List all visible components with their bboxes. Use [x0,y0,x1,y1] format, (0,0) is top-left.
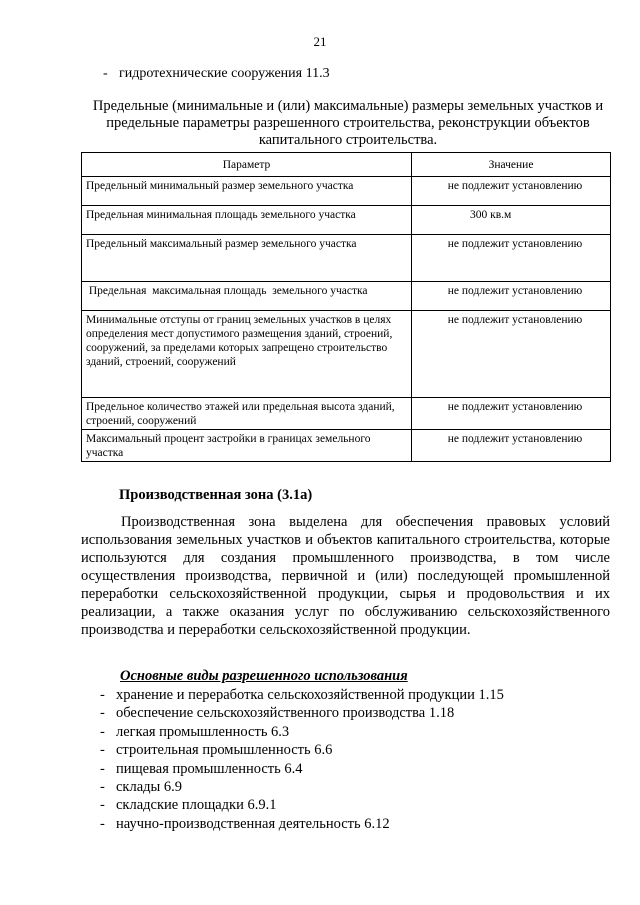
table-row [82,398,611,430]
paragraph-text: Производственная зона выделена для обеспечения правовых условий использования земельных участков и объектов капитального строительства, которые используются для создания промышленного производства, в том числе осуществления производства, первичной и (или) последующей промышленной переработки сельскохозяйственной продукции, сырья и продовольствия и их реализации, а также оказания услуг по обслуживанию сельскохозяйственного производства и переработки сельскохозяйственной продукции. [81,514,610,638]
header-value: Значение [412,153,611,177]
value-cell: не подлежит установлению [412,282,611,311]
bullet-dash: - [100,760,105,777]
value-cell: не подлежит установлению [412,311,611,398]
top-bullet-item [103,66,330,82]
value-cell: не подлежит установлению [412,177,611,206]
list-item-text: научно-производственная деятельность 6.12 [116,815,390,832]
list-item [100,741,504,759]
table-row [82,311,611,398]
table-row [82,177,611,206]
bullet-dash: - [100,779,105,796]
table-header-row [82,153,611,177]
list-item-text: складские площадки 6.9.1 [116,797,277,814]
parameters-table [81,152,611,462]
list-item-text: строительная промышленность 6.6 [116,742,333,759]
value-cell: не подлежит установлению [412,398,611,430]
bullet-dash: - [100,705,105,722]
param-cell: Максимальный процент застройки в границах земельного участка [82,430,412,462]
bullet-dash: - [100,797,105,814]
value-cell: не подлежит установлению [412,235,611,282]
table-row [82,235,611,282]
subsection-heading: Основные виды разрешенного использования [120,668,408,684]
header-parameter: Параметр [82,153,412,177]
bullet-dash: - [100,687,105,703]
param-cell: Предельная минимальная площадь земельного участка [82,206,412,235]
list-item-text: обеспечение сельскохозяйственного производства 1.18 [116,705,455,722]
list-item [100,796,504,814]
section-heading: Производственная зона (3.1а) [119,487,313,503]
param-cell: Минимальные отступы от границ земельных участков в целях определения мест допустимого размещения зданий, строений, сооружений, за пределами которых запрещено строительство зданий, строений, сооружений [82,311,412,398]
table-row [82,430,611,462]
page-number: 21 [313,34,327,49]
list-item [100,704,504,722]
table-row [82,282,611,311]
list-item-text: хранение и переработка сельскохозяйственной продукции 1.15 [116,687,504,703]
top-bullet-text: гидротехнические сооружения 11.3 [119,66,330,81]
table-row [82,206,611,235]
bullet-dash: - [100,815,105,832]
list-item [100,686,504,704]
param-cell: Предельная максимальная площадь земельного участка [82,282,412,311]
value-cell: 300 кв.м [412,206,611,235]
param-cell: Предельный минимальный размер земельного участка [82,177,412,206]
bullet-dash: - [103,66,108,81]
param-cell: Предельный максимальный размер земельного участка [82,235,412,282]
param-cell: Предельное количество этажей или предельная высота зданий, строений, сооружений [82,398,412,430]
list-item [100,815,504,833]
list-item-text: пищевая промышленность 6.4 [116,760,303,777]
list-item-text: легкая промышленность 6.3 [116,723,290,740]
table-title: Предельные (минимальные и (или) максимальные) размеры земельных участков и предельные параметры разрешенного строительства, реконструкции объектов капитального строительства. [92,98,604,148]
zone-description [81,513,610,639]
bullet-dash: - [100,723,105,740]
list-item [100,760,504,778]
permitted-uses-list [100,686,504,833]
list-item [100,778,504,796]
value-cell: не подлежит установлению [412,430,611,462]
list-item [100,723,504,741]
bullet-dash: - [100,742,105,759]
list-item-text: склады 6.9 [116,779,183,796]
